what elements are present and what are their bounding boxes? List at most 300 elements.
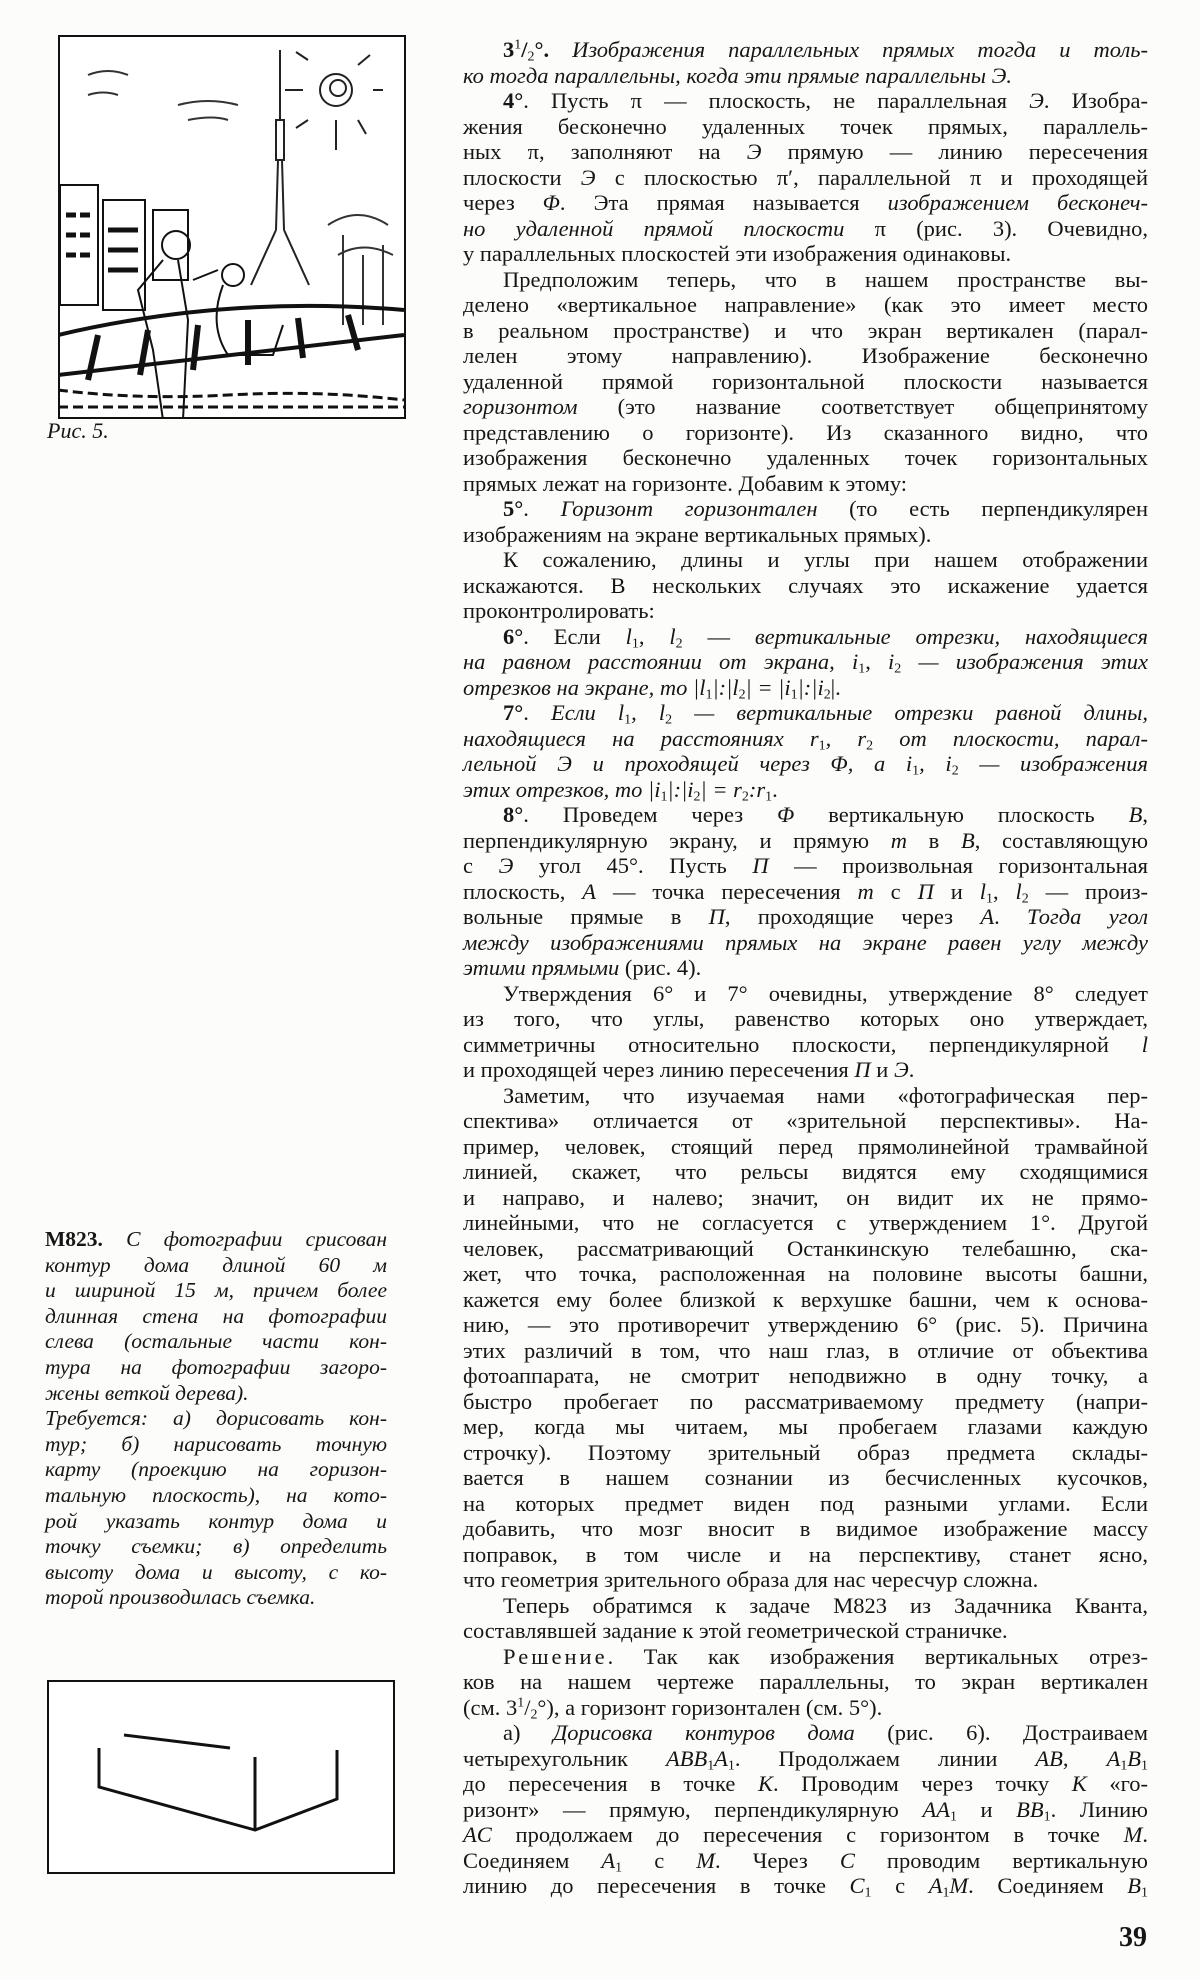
text-segment: изображения бесконечно удаленных точек горизонтальных — [463, 445, 1148, 470]
text-segment: 2 — [866, 737, 874, 753]
text-segment: 1 — [707, 1757, 715, 1773]
text-segment: вается в нашем сознании из бесчисленных кусочков, — [463, 1465, 1148, 1490]
text-line — [463, 37, 1148, 63]
text-line — [463, 241, 1148, 267]
text-segment: П — [708, 904, 725, 929]
text-segment: 6° — [503, 623, 524, 649]
text-segment: ков на нашем чертеже параллельны, то экран вертикален — [463, 1669, 1148, 1694]
text-line — [463, 1771, 1148, 1797]
text-segment: Тогда угол — [1027, 904, 1148, 929]
text-line — [463, 1542, 1148, 1568]
figure-5-illustration — [58, 35, 406, 419]
text-segment: тура на фотографии загоро- — [45, 1354, 387, 1379]
text-segment: в — [907, 827, 961, 853]
text-line — [463, 522, 1148, 548]
text-segment: 1 — [660, 788, 668, 804]
text-segment: Дорисовка контуров дома — [552, 1720, 855, 1745]
text-line — [463, 1746, 1148, 1772]
text-line — [463, 394, 1148, 420]
text-segment: . — [994, 904, 1028, 929]
text-segment: контур дома длиной 60 м — [45, 1252, 387, 1277]
text-segment: жены веткой дерева). — [45, 1380, 249, 1405]
text-line — [463, 802, 1148, 828]
text-segment: , — [865, 649, 889, 674]
text-segment: а) — [503, 1720, 553, 1745]
text-segment: представлению о горизонте). Из сказанного видно, что — [463, 419, 1148, 445]
text-segment: этих различий в том, что наш глаз, в отличие от объектива — [463, 1337, 1148, 1363]
text-segment: (рис. 6). Достраиваем — [854, 1720, 1148, 1745]
text-segment: AB — [1035, 1745, 1063, 1771]
text-segment: 1 — [727, 1757, 735, 1773]
text-segment: от плоскости, парал- — [873, 725, 1148, 751]
text-segment: 2 — [1021, 890, 1029, 906]
text-segment: слева (остальные части кон- — [45, 1329, 387, 1354]
text-segment: мер, когда мы читаем, мы пробегаем глазами каждую — [463, 1414, 1148, 1439]
text-segment: спектива» отличается от «зрительной перспективы». На- — [463, 1108, 1148, 1133]
text-segment: Решение — [503, 1643, 608, 1669]
text-line — [463, 675, 1148, 701]
text-segment: 2 — [675, 635, 683, 651]
text-segment: вертикальные отрезки, находящиеся — [754, 623, 1149, 649]
text-segment: делено «вертикальное направление» (как это имеет место — [463, 292, 1148, 317]
text-segment: торой производилась съемка. — [45, 1585, 316, 1610]
text-segment: 1 — [985, 890, 993, 906]
text-segment: — — [682, 623, 755, 649]
text-segment: проводим вертикальную — [854, 1847, 1148, 1873]
text-segment: BB — [1016, 1796, 1044, 1822]
text-segment: 5° — [503, 496, 524, 521]
text-segment: M823. — [45, 1227, 127, 1251]
text-line — [463, 624, 1148, 650]
text-segment: A — [980, 904, 995, 929]
text-segment: линией, скажет, что рельсы видятся ему сходящимися — [463, 1159, 1148, 1184]
text-segment: 1 — [912, 763, 920, 779]
text-segment: искажаются. В нескольких случаях это искажение удается — [463, 572, 1148, 598]
text-line — [463, 1236, 1148, 1262]
text-line — [45, 1253, 387, 1279]
text-segment: 1 — [517, 1695, 525, 1711]
text-line — [463, 598, 1148, 624]
text-segment: — произ- — [1028, 878, 1149, 904]
text-segment: K — [1071, 1771, 1087, 1796]
text-segment: П — [917, 878, 934, 904]
text-segment: фотоаппарата, не смотрит неподвижно в одну точку, а — [463, 1363, 1148, 1388]
text-line — [463, 445, 1148, 471]
text-segment: . Если — [523, 623, 626, 649]
page-number: 39 — [1119, 1922, 1147, 1953]
text-segment: и — [933, 878, 980, 904]
text-segment: между изображениями прямых на экране равен углу между — [463, 929, 1148, 955]
text-line — [463, 1287, 1148, 1313]
text-segment: Горизонт горизонтален — [560, 496, 818, 521]
text-segment: °), а горизонт горизонтален (см. 5°). — [537, 1694, 883, 1720]
text-line — [463, 1338, 1148, 1364]
text-line — [45, 1329, 387, 1355]
text-segment: на равном расстоянии от экрана, — [463, 649, 852, 674]
text-segment: l — [979, 878, 986, 904]
text-segment: составлявшей задание к этой геометрической страничке. — [463, 1618, 1008, 1643]
text-segment: . Линию — [1050, 1796, 1148, 1822]
text-segment: с — [463, 853, 499, 878]
text-segment: но удаленной прямой плоскости — [463, 215, 845, 241]
text-segment: 1 — [624, 712, 632, 728]
text-segment: с — [873, 878, 918, 904]
text-segment: у параллельных плоскостей эти изображения одинаковы. — [463, 241, 1012, 266]
text-segment: l — [625, 623, 632, 649]
text-line — [463, 63, 1148, 89]
text-segment: 2 — [823, 686, 831, 702]
text-segment: кажется ему более близкой к верхушке башни, чем к основа- — [463, 1286, 1148, 1312]
text-segment: A — [928, 1873, 943, 1898]
text-line — [463, 343, 1148, 369]
text-segment: горизонтом — [463, 394, 578, 419]
text-segment: i — [888, 649, 895, 674]
text-segment: l — [1141, 1031, 1148, 1057]
text-segment: K — [757, 1771, 773, 1796]
text-segment: 1 — [615, 1859, 623, 1875]
text-segment: изображениям на экране вертикальных прямых). — [463, 521, 932, 547]
text-segment: . — [908, 1057, 915, 1082]
text-segment: плоскость, — [463, 878, 583, 904]
text-line — [45, 1227, 387, 1253]
text-segment: B — [1128, 802, 1143, 827]
text-segment: продолжаем до пересечения с горизонтом в точке — [491, 1822, 1124, 1847]
text-segment: с плоскостью π′, параллельной π и проходящей — [595, 164, 1148, 190]
text-segment: плоскости — [463, 164, 581, 190]
text-segment: 1 — [1043, 1808, 1051, 1824]
text-segment: Требуется: а) дорисовать кон- — [45, 1406, 387, 1431]
text-line — [463, 318, 1148, 344]
text-line — [463, 420, 1148, 446]
text-line — [463, 547, 1148, 573]
text-segment: отрезков на экране, то — [463, 674, 694, 700]
text-segment: , — [1062, 1745, 1107, 1771]
text-segment: m — [857, 878, 874, 904]
text-segment: . Изобра- — [1043, 88, 1149, 113]
text-segment: Э — [498, 853, 514, 878]
figure-6-house-contour — [47, 1680, 395, 1874]
text-line — [463, 1006, 1148, 1032]
text-segment: 1 — [765, 788, 773, 804]
figure-5-caption: Рис. 5. — [47, 418, 109, 443]
text-segment: . — [772, 776, 778, 802]
text-segment: добавить, что мозг вносит в видимое изображение массу — [463, 1516, 1148, 1541]
text-segment: 1 — [949, 1808, 957, 1824]
text-line — [463, 1057, 1148, 1083]
text-segment: изображением бесконеч- — [887, 190, 1149, 215]
text-segment: l — [1015, 878, 1022, 904]
text-line — [463, 1363, 1148, 1389]
text-segment: |:|l — [712, 674, 739, 700]
text-segment: . Проведем через — [523, 802, 778, 827]
text-segment: 2 — [527, 49, 535, 65]
text-segment: 2 — [894, 661, 902, 677]
text-segment: (это название соответствует общепринятому — [577, 394, 1148, 419]
text-segment: , i — [919, 751, 952, 776]
text-segment: B — [1127, 1873, 1142, 1898]
text-segment: Э — [746, 139, 762, 164]
text-segment: , l — [631, 700, 666, 725]
text-segment: i — [905, 751, 913, 776]
text-segment: (то есть перпендикулярен — [817, 496, 1148, 521]
text-line — [463, 1669, 1148, 1695]
text-line — [463, 955, 1148, 981]
text-segment: |. — [830, 674, 841, 700]
text-segment: ных π, заполняют на — [463, 139, 747, 164]
text-line — [463, 1185, 1148, 1211]
text-segment: 2 — [741, 788, 749, 804]
text-segment: — точка пересечения — [596, 878, 858, 904]
text-segment: 1 — [818, 737, 826, 753]
problem-m823-text — [45, 1227, 387, 1611]
text-segment: до пересечения в точке — [463, 1771, 758, 1796]
text-segment: 1 — [1141, 1757, 1148, 1773]
text-line — [463, 1491, 1148, 1517]
text-segment: A — [601, 1847, 616, 1873]
text-line — [463, 1440, 1148, 1466]
text-segment: 2 — [951, 763, 959, 779]
text-segment: (см. 3 — [463, 1694, 518, 1720]
text-segment: тальную плоскость), на кото- — [45, 1482, 387, 1507]
text-segment: находящиеся на расстояниях — [463, 725, 810, 751]
text-segment: AA — [922, 1796, 950, 1822]
text-segment: Предположим теперь, что в нашем пространстве вы- — [503, 266, 1148, 292]
text-segment: , — [992, 878, 1016, 904]
text-segment: |l — [693, 674, 706, 700]
text-segment: 1 — [631, 635, 639, 651]
text-segment: с — [622, 1847, 697, 1873]
text-line — [463, 1032, 1148, 1058]
text-segment: этими прямыми — [463, 955, 620, 980]
text-segment: °. — [534, 37, 573, 62]
text-line — [45, 1278, 387, 1304]
text-line — [463, 1465, 1148, 1491]
text-segment: | = |i — [745, 674, 791, 700]
text-segment: . Так как изображения вертикальных отрез- — [607, 1643, 1148, 1669]
text-segment: 7° — [503, 700, 524, 725]
text-segment: вольные прямые в — [463, 904, 709, 929]
text-segment: M — [696, 1847, 716, 1873]
text-line — [463, 139, 1148, 165]
text-segment: 1 — [514, 37, 522, 53]
text-line — [463, 1414, 1148, 1440]
text-segment: «го- — [1086, 1771, 1148, 1796]
text-segment: с — [871, 1873, 929, 1898]
text-line — [45, 1355, 387, 1381]
text-segment: Утверждения 6° и 7° очевидны, утверждение 8° следует — [503, 980, 1148, 1006]
text-line — [463, 1108, 1148, 1134]
text-line — [463, 930, 1148, 956]
article-text — [463, 37, 1148, 1899]
text-segment: . — [523, 700, 551, 725]
text-segment: 2 — [530, 1706, 538, 1722]
text-segment: 1 — [1141, 1885, 1148, 1901]
text-line — [463, 1720, 1148, 1746]
text-segment: l — [669, 623, 676, 649]
text-segment: этих отрезков, то |i — [463, 776, 661, 802]
text-segment: прямую — линию пересечения — [761, 139, 1148, 164]
text-line — [463, 1567, 1148, 1593]
text-segment: линию до пересечения в точке — [463, 1873, 850, 1898]
text-line — [463, 216, 1148, 242]
text-segment: . Проводим через точку — [772, 1771, 1072, 1796]
text-segment: — изображения этих — [901, 649, 1149, 674]
text-segment: 4° — [503, 88, 524, 113]
text-segment: жения бесконечно удаленных точек прямых, параллель- — [463, 113, 1148, 139]
text-segment: π (рис. 3). Очевидно, — [844, 215, 1148, 241]
text-line — [463, 1134, 1148, 1160]
text-segment: AC — [463, 1822, 492, 1847]
text-line — [45, 1483, 387, 1509]
text-segment: рой указать контур дома и — [45, 1508, 387, 1533]
text-segment: 1 — [858, 661, 866, 677]
text-segment: 1 — [1120, 1757, 1128, 1773]
text-line — [463, 267, 1148, 293]
text-segment: ризонт» — прямую, перпендикулярную — [463, 1796, 923, 1822]
text-segment: Φ — [777, 802, 795, 827]
text-line — [463, 471, 1148, 497]
text-line — [45, 1534, 387, 1560]
text-segment: M — [1123, 1822, 1143, 1847]
text-segment: перпендикулярную экрану, и прямую — [463, 827, 891, 853]
text-segment: 2 — [693, 788, 701, 804]
text-segment: Э — [580, 164, 596, 190]
text-segment: . — [523, 496, 561, 521]
text-segment: | = r — [700, 776, 742, 802]
text-segment: . — [1142, 1822, 1148, 1847]
text-line — [45, 1381, 387, 1407]
text-line — [463, 726, 1148, 752]
text-segment: длинная стена на фотографии — [45, 1303, 387, 1328]
text-line — [463, 1516, 1148, 1542]
text-line — [463, 114, 1148, 140]
text-segment: Теперь обратимся к задаче M823 из Задачника Кванта, — [503, 1592, 1148, 1618]
text-line — [463, 1822, 1148, 1848]
text-segment: M — [949, 1873, 969, 1898]
text-segment: и шириной 15 м, причем более — [45, 1278, 387, 1303]
text-line — [463, 1644, 1148, 1670]
text-line — [463, 190, 1148, 216]
text-segment: m — [890, 827, 908, 853]
text-segment: Э — [1029, 88, 1044, 113]
text-segment: C — [849, 1873, 865, 1898]
text-segment: лелен этому направлению). Изображение бесконечно — [463, 343, 1148, 368]
text-line — [45, 1509, 387, 1535]
text-segment: угол 45°. Пусть — [513, 853, 753, 878]
text-line — [463, 88, 1148, 114]
text-segment: тур; б) нарисовать точную — [45, 1431, 387, 1456]
text-line — [463, 1618, 1148, 1644]
text-line — [45, 1406, 387, 1432]
text-segment: точку съемки; в) определить — [45, 1534, 387, 1559]
text-line — [463, 1159, 1148, 1185]
text-segment: , составляющую — [974, 827, 1148, 853]
text-line — [463, 700, 1148, 726]
text-segment: i — [851, 649, 859, 674]
text-line — [463, 1083, 1148, 1109]
text-segment: A — [714, 1745, 728, 1771]
text-segment: Соединяем — [463, 1847, 602, 1873]
text-line — [463, 1695, 1148, 1721]
text-segment: и направо, и налево; значит, он видит их не прямо- — [463, 1184, 1148, 1210]
text-segment: |:|i — [797, 674, 824, 700]
text-segment: 1 — [790, 686, 798, 702]
text-segment: . Эта прямая называется — [559, 190, 888, 215]
text-segment: — вертикальные отрезки равной длины, — [672, 700, 1148, 725]
text-segment: |:|i — [667, 776, 694, 802]
text-line — [463, 573, 1148, 599]
text-segment: строчку). Поэтому зрительный образ предмета склады- — [463, 1439, 1148, 1465]
text-line — [45, 1432, 387, 1458]
text-line — [463, 1312, 1148, 1338]
text-segment: — произвольная горизонтальная — [768, 853, 1148, 878]
text-segment: 3 — [503, 37, 515, 62]
text-segment: Э — [893, 1057, 909, 1082]
text-segment: из того, что углы, равенство которых оно утверждает, — [463, 1006, 1148, 1031]
text-segment: лельной Э и проходящей через Φ, а — [463, 751, 906, 776]
text-line — [45, 1304, 387, 1330]
text-line — [463, 1848, 1148, 1874]
text-segment: человек, рассматривающий Останкинскую телебашню, ска- — [463, 1235, 1148, 1261]
text-segment: высоту дома и высоту, с ко- — [45, 1559, 387, 1584]
text-segment: поправок, в том числе и на перспективу, станет ясно, — [463, 1541, 1148, 1567]
text-segment: что геометрия зрительного образа для нас чересчур сложна. — [463, 1567, 1039, 1592]
text-segment: и — [870, 1057, 894, 1082]
text-line — [463, 1797, 1148, 1823]
text-line — [463, 1389, 1148, 1415]
text-segment: нию, — это противоречит утверждению 6° (рис. 5). Причина — [463, 1312, 1148, 1337]
text-segment: 1 — [864, 1885, 872, 1901]
text-segment: 2 — [738, 686, 746, 702]
text-segment: жет, что точка, расположенная на половине высоты башни, — [463, 1261, 1148, 1286]
text-segment: вертикальную плоскость — [794, 802, 1129, 827]
text-segment: и — [956, 1796, 1017, 1822]
text-line — [463, 1261, 1148, 1287]
text-segment: К сожалению, длины и углы при нашем отображении — [503, 547, 1148, 572]
text-segment: , r — [825, 725, 867, 751]
text-segment: ABB — [665, 1745, 708, 1771]
text-segment: 1 — [942, 1885, 950, 1901]
text-segment: карту (проекцию на горизон- — [45, 1457, 387, 1482]
text-segment: Изображения параллельных прямых тогда и толь- — [572, 37, 1148, 62]
text-segment: П — [752, 853, 769, 878]
text-line — [45, 1457, 387, 1483]
text-line — [463, 1593, 1148, 1619]
text-line — [463, 904, 1148, 930]
text-segment: . Продолжаем линии — [734, 1745, 1036, 1771]
text-line — [463, 496, 1148, 522]
text-segment: линейными, что не согласуется с утверждением 1°. Другой — [463, 1210, 1148, 1235]
text-line — [463, 777, 1148, 803]
text-segment: 1 — [705, 686, 713, 702]
text-segment: . Пусть π — плоскость, не параллельная — [523, 88, 1030, 113]
text-segment: (рис. 4). — [619, 955, 702, 980]
text-line — [463, 879, 1148, 905]
text-segment: ко тогда параллельны, когда эти прямые параллельны Э. — [463, 62, 1012, 88]
text-line — [463, 292, 1148, 318]
text-segment: П — [854, 1057, 871, 1082]
text-segment: / — [524, 1694, 531, 1720]
text-segment: симметричны относительно плоскости, перпендикулярной — [463, 1031, 1142, 1057]
text-segment: — изображения — [958, 751, 1148, 776]
text-segment: C — [839, 1847, 855, 1873]
text-line — [463, 369, 1148, 395]
text-segment: проконтролировать: — [463, 598, 655, 623]
text-line — [463, 853, 1148, 879]
text-segment: Φ — [542, 190, 560, 215]
text-segment: прямых лежат на горизонте. Добавим к этому: — [463, 470, 908, 496]
text-segment: через — [463, 190, 543, 215]
